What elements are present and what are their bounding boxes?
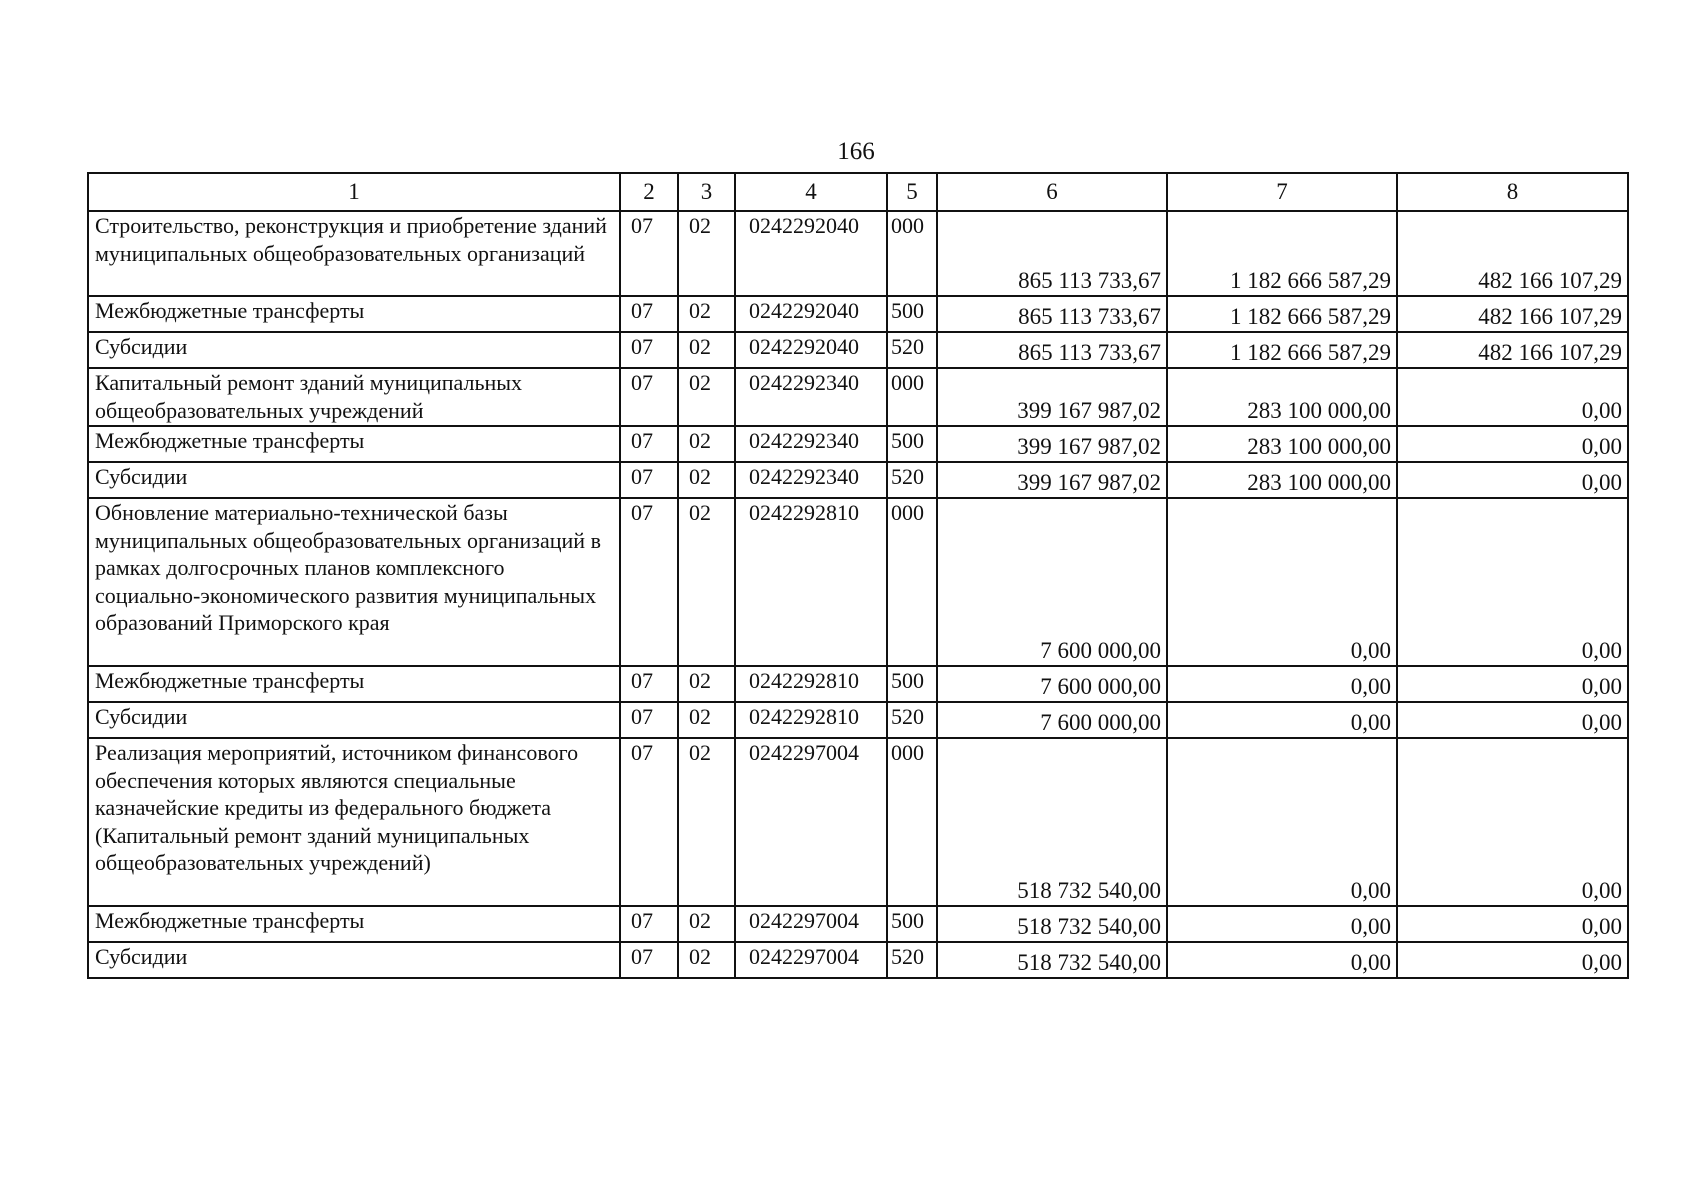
subsection-code: 02	[678, 942, 735, 978]
table-row	[88, 666, 1628, 702]
table-row	[88, 368, 1628, 426]
target-article-code: 0242292040	[735, 211, 887, 296]
expense-type-code: 000	[887, 498, 937, 666]
expense-name: Межбюджетные трансферты	[88, 296, 620, 332]
budget-table	[87, 172, 1629, 979]
amount-col-6: 399 167 987,02	[937, 426, 1167, 462]
column-header: 5	[887, 173, 937, 211]
amount-col-7: 283 100 000,00	[1167, 462, 1397, 498]
amount-col-8: 0,00	[1397, 462, 1628, 498]
expense-name: Субсидии	[88, 702, 620, 738]
amount-col-8: 0,00	[1397, 666, 1628, 702]
section-code: 07	[620, 942, 678, 978]
subsection-code: 02	[678, 368, 735, 426]
section-code: 07	[620, 296, 678, 332]
table-row	[88, 332, 1628, 368]
expense-type-code: 000	[887, 368, 937, 426]
amount-col-7: 0,00	[1167, 666, 1397, 702]
subsection-code: 02	[678, 332, 735, 368]
expense-name: Субсидии	[88, 462, 620, 498]
target-article-code: 0242292040	[735, 296, 887, 332]
amount-col-7: 1 182 666 587,29	[1167, 332, 1397, 368]
expense-type-code: 500	[887, 426, 937, 462]
subsection-code: 02	[678, 462, 735, 498]
expense-type-code: 520	[887, 942, 937, 978]
amount-col-8: 0,00	[1397, 738, 1628, 906]
expense-name: Межбюджетные трансферты	[88, 426, 620, 462]
target-article-code: 0242292340	[735, 462, 887, 498]
subsection-code: 02	[678, 498, 735, 666]
expense-type-code: 500	[887, 296, 937, 332]
subsection-code: 02	[678, 211, 735, 296]
target-article-code: 0242292340	[735, 368, 887, 426]
amount-col-7: 0,00	[1167, 942, 1397, 978]
expense-type-code: 000	[887, 211, 937, 296]
table-row	[88, 462, 1628, 498]
subsection-code: 02	[678, 906, 735, 942]
subsection-code: 02	[678, 426, 735, 462]
amount-col-6: 399 167 987,02	[937, 368, 1167, 426]
expense-type-code: 500	[887, 906, 937, 942]
table-row	[88, 211, 1628, 296]
table-row	[88, 942, 1628, 978]
table-row	[88, 738, 1628, 906]
amount-col-6: 865 113 733,67	[937, 296, 1167, 332]
amount-col-8: 0,00	[1397, 426, 1628, 462]
section-code: 07	[620, 211, 678, 296]
amount-col-7: 0,00	[1167, 702, 1397, 738]
amount-col-8: 0,00	[1397, 368, 1628, 426]
amount-col-8: 0,00	[1397, 906, 1628, 942]
target-article-code: 0242292810	[735, 666, 887, 702]
amount-col-7: 0,00	[1167, 498, 1397, 666]
expense-name: Обновление материально-технической базы муниципальных общеобразовательных организаций в рамках долгосрочных планов комплексного социально-экономического развития муниципальных образований Приморского края	[88, 498, 620, 666]
amount-col-6: 865 113 733,67	[937, 211, 1167, 296]
amount-col-7: 283 100 000,00	[1167, 426, 1397, 462]
section-code: 07	[620, 906, 678, 942]
column-header: 2	[620, 173, 678, 211]
section-code: 07	[620, 498, 678, 666]
amount-col-6: 7 600 000,00	[937, 702, 1167, 738]
amount-col-6: 865 113 733,67	[937, 332, 1167, 368]
expense-type-code: 000	[887, 738, 937, 906]
section-code: 07	[620, 332, 678, 368]
target-article-code: 0242292810	[735, 498, 887, 666]
target-article-code: 0242292040	[735, 332, 887, 368]
expense-type-code: 520	[887, 462, 937, 498]
table-row	[88, 498, 1628, 666]
expense-type-code: 500	[887, 666, 937, 702]
column-header: 4	[735, 173, 887, 211]
amount-col-7: 0,00	[1167, 906, 1397, 942]
section-code: 07	[620, 426, 678, 462]
target-article-code: 0242292810	[735, 702, 887, 738]
amount-col-6: 7 600 000,00	[937, 498, 1167, 666]
expense-name: Межбюджетные трансферты	[88, 666, 620, 702]
expense-name: Межбюджетные трансферты	[88, 906, 620, 942]
amount-col-8: 482 166 107,29	[1397, 332, 1628, 368]
amount-col-7: 1 182 666 587,29	[1167, 211, 1397, 296]
target-article-code: 0242297004	[735, 738, 887, 906]
amount-col-6: 518 732 540,00	[937, 942, 1167, 978]
expense-type-code: 520	[887, 702, 937, 738]
section-code: 07	[620, 738, 678, 906]
subsection-code: 02	[678, 666, 735, 702]
expense-type-code: 520	[887, 332, 937, 368]
section-code: 07	[620, 462, 678, 498]
expense-name: Субсидии	[88, 942, 620, 978]
table-row	[88, 906, 1628, 942]
column-header: 8	[1397, 173, 1628, 211]
section-code: 07	[620, 666, 678, 702]
subsection-code: 02	[678, 738, 735, 906]
amount-col-8: 0,00	[1397, 498, 1628, 666]
table-row	[88, 702, 1628, 738]
amount-col-6: 518 732 540,00	[937, 906, 1167, 942]
amount-col-7: 1 182 666 587,29	[1167, 296, 1397, 332]
amount-col-6: 7 600 000,00	[937, 666, 1167, 702]
page-number: 166	[837, 138, 875, 165]
amount-col-6: 399 167 987,02	[937, 462, 1167, 498]
target-article-code: 0242297004	[735, 906, 887, 942]
expense-name: Капитальный ремонт зданий муниципальных общеобразовательных учреждений	[88, 368, 620, 426]
amount-col-6: 518 732 540,00	[937, 738, 1167, 906]
column-header: 7	[1167, 173, 1397, 211]
table-row	[88, 296, 1628, 332]
table-header-row	[88, 173, 1628, 211]
amount-col-8: 0,00	[1397, 702, 1628, 738]
subsection-code: 02	[678, 296, 735, 332]
section-code: 07	[620, 368, 678, 426]
amount-col-8: 482 166 107,29	[1397, 296, 1628, 332]
expense-name: Субсидии	[88, 332, 620, 368]
target-article-code: 0242292340	[735, 426, 887, 462]
amount-col-8: 482 166 107,29	[1397, 211, 1628, 296]
target-article-code: 0242297004	[735, 942, 887, 978]
amount-col-7: 0,00	[1167, 738, 1397, 906]
column-header: 3	[678, 173, 735, 211]
column-header: 1	[88, 173, 620, 211]
table-row	[88, 426, 1628, 462]
amount-col-7: 283 100 000,00	[1167, 368, 1397, 426]
section-code: 07	[620, 702, 678, 738]
expense-name: Реализация мероприятий, источником финансового обеспечения которых являются специальные казначейские кредиты из федерального бюджета (Капитальный ремонт зданий муниципальных общеобразовательных учреждений)	[88, 738, 620, 906]
expense-name: Строительство, реконструкция и приобретение зданий муниципальных общеобразовательных организаций	[88, 211, 620, 296]
column-header: 6	[937, 173, 1167, 211]
amount-col-8: 0,00	[1397, 942, 1628, 978]
subsection-code: 02	[678, 702, 735, 738]
